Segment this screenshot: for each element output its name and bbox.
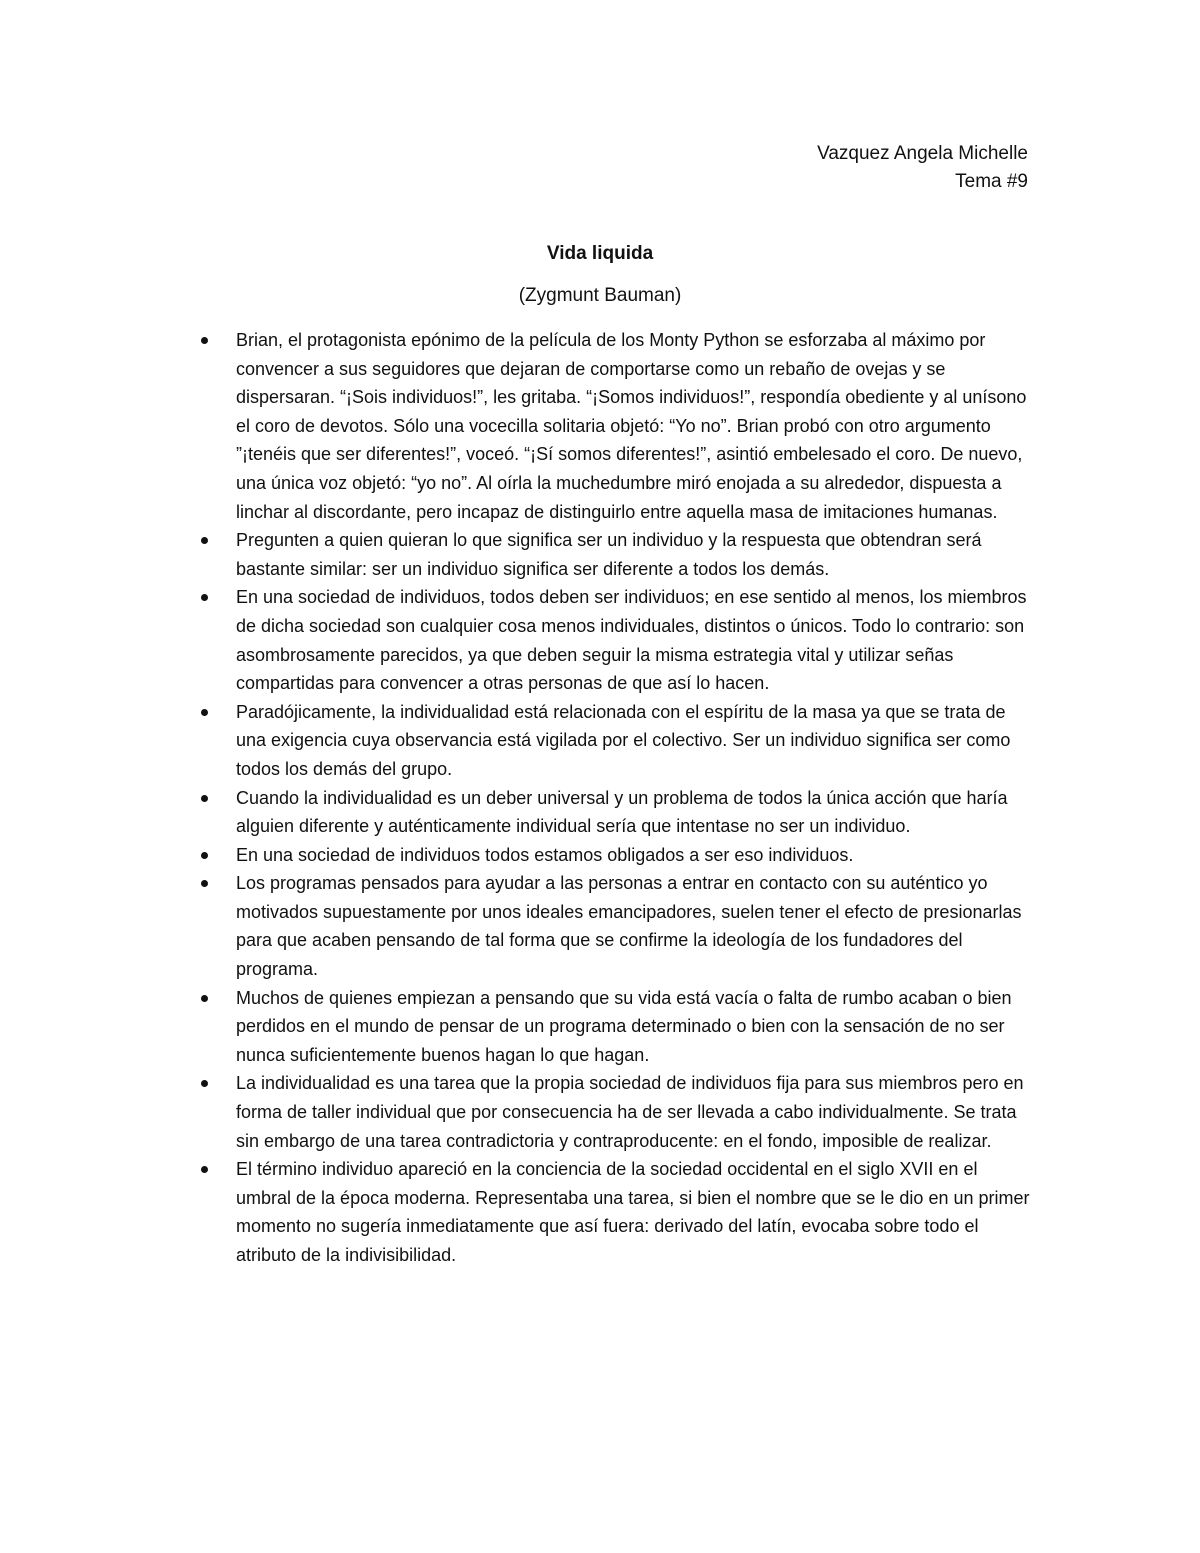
bullet-list xyxy=(236,326,1036,1270)
bullet-text: Paradójicamente, la individualidad está relacionada con el espíritu de la masa ya que se trata de una exigencia cuya observancia está vigilada por el colectivo. Ser un individuo significa ser como todos los demás del grupo. xyxy=(236,701,1011,779)
bullet-text: Muchos de quienes empiezan a pensando que su vida está vacía o falta de rumbo acaban o bien perdidos en el mundo de pensar de un programa determinado o bien con la sensación de no ser nunca suficientemente buenos hagan lo que hagan. xyxy=(236,987,1012,1065)
bullet-icon xyxy=(201,995,208,1002)
bullet-icon xyxy=(201,852,208,859)
bullet-text: Pregunten a quien quieran lo que significa ser un individuo y la respuesta que obtendran será bastante similar: ser un individuo significa ser diferente a todos los demás. xyxy=(236,530,982,579)
document-subtitle: (Zygmunt Bauman) xyxy=(518,285,682,306)
bullet-item xyxy=(236,698,1036,784)
bullet-icon xyxy=(201,709,208,716)
bullet-item xyxy=(236,583,1036,697)
document-title: Vida liquida xyxy=(546,243,654,264)
bullet-text: En una sociedad de individuos todos estamos obligados a ser eso individuos. xyxy=(236,844,854,865)
bullet-icon xyxy=(201,537,208,544)
bullet-text: Brian, el protagonista epónimo de la película de los Monty Python se esforzaba al máximo por convencer a sus seguidores que dejaran de comportarse como un rebaño de ovejas y se dispersaran. “¡Sois individuos!”, les gritaba. “¡Somos individuos!”, respondía obediente y al unísono el coro de devotos. Sólo una vocecilla solitaria objetó: “Yo no”. Brian probó con otro argumento ”¡tenéis que ser diferentes!”, voceó. “¡Sí somos diferentes!”, asintió embelesado el coro. De nuevo, una única voz objetó: “yo no”. Al oírla la muchedumbre miró enojada a su alrededor, dispuesta a linchar al discordante, pero incapaz de distinguirlo entre aquella masa de imitaciones humanas. xyxy=(236,330,1027,522)
bullet-item xyxy=(236,984,1036,1070)
bullet-icon xyxy=(201,594,208,601)
bullet-item xyxy=(236,1155,1036,1269)
bullet-icon xyxy=(201,337,208,344)
bullet-text: Los programas pensados para ayudar a las personas a entrar en contacto con su auténtico yo motivados supuestamente por unos ideales emancipadores, suelen tener el efecto de presionarlas para que acaben pensando de tal forma que se confirme la ideología de los fundadores del programa. xyxy=(236,873,1022,980)
bullet-icon xyxy=(201,1080,208,1087)
bullet-icon xyxy=(201,795,208,802)
bullet-item xyxy=(236,526,1036,583)
bullet-item xyxy=(236,326,1036,526)
bullet-text: El término individuo apareció en la conciencia de la sociedad occidental en el siglo XVII en el umbral de la época moderna. Representaba una tarea, si bien el nombre que se le dio en un primer momento no sugería inmediatamente que así fuera: derivado del latín, evocaba sobre todo el atributo de la indivisibilidad. xyxy=(236,1159,1030,1265)
bullet-icon xyxy=(201,1166,208,1173)
author-name: Vazquez Angela Michelle xyxy=(817,143,1028,164)
bullet-text: En una sociedad de individuos, todos deben ser individuos; en ese sentido al menos, los miembros de dicha sociedad son cualquier cosa menos individuales, distintos o únicos. Todo lo contrario: son asombrosamente parecidos, ya que deben seguir la misma estrategia vital y utilizar señas compartidas para convencer a otras personas de que así lo hacen. xyxy=(236,587,1027,694)
bullet-item xyxy=(236,784,1036,841)
topic-label: Tema #9 xyxy=(955,171,1028,192)
bullet-item xyxy=(236,869,1036,983)
header-block xyxy=(817,140,1028,196)
bullet-icon xyxy=(201,880,208,887)
bullet-text: Cuando la individualidad es un deber universal y un problema de todos la única acción que haría alguien diferente y auténticamente individual sería que intentase no ser un individuo. xyxy=(236,787,1008,837)
bullet-text: La individualidad es una tarea que la propia sociedad de individuos fija para sus miembros pero en forma de taller individual que por consecuencia ha de ser llevada a cabo individualmente. Se trata sin embargo de una tarea contradictoria y contraproducente: en el fondo, imposible de realizar. xyxy=(236,1073,1024,1151)
bullet-item xyxy=(236,1069,1036,1155)
bullet-item xyxy=(236,841,1036,870)
